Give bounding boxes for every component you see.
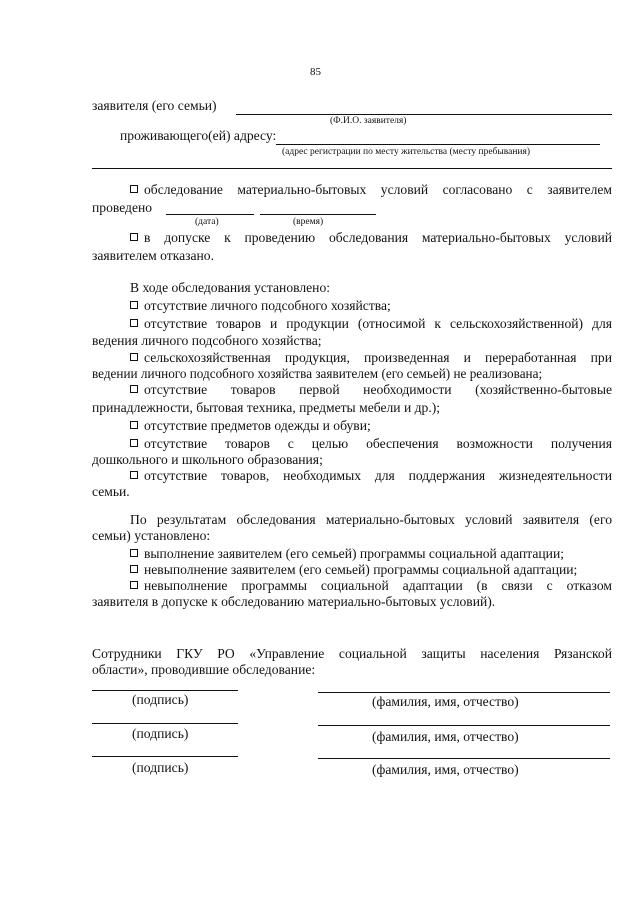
checkbox[interactable] [130, 233, 138, 241]
finding-item-cont: семьи. [92, 484, 130, 499]
name-line [318, 692, 610, 693]
result-item: невыполнение заявителем (его семьей) программы социальной адаптации; [130, 562, 577, 578]
finding-item: отсутствие товаров, необходимых для поддержания жизнедеятельности [130, 468, 612, 484]
staff-intro: Сотрудники ГКУ РО «Управление социальной защиты населения Рязанской [92, 646, 612, 661]
name-caption: (фамилия, имя, отчество) [372, 729, 519, 744]
date-caption: (дата) [195, 217, 219, 227]
checkbox[interactable] [130, 471, 138, 479]
signature-line [92, 723, 238, 724]
finding-item: отсутствие товаров с целью обеспечения возможности получения [130, 436, 612, 452]
finding-item-cont: ведения личного подсобного хозяйства; [92, 333, 322, 348]
finding-item: сельскохозяйственная продукция, произведенная и переработанная при [130, 350, 612, 366]
survey-agreed-line: обследование материально-бытовых условий согласовано с заявителем [130, 182, 612, 198]
checkbox[interactable] [130, 421, 138, 429]
finding-item-cont: принадлежности, бытовая техника, предметы мебели и др.); [92, 400, 441, 415]
date-line [166, 214, 254, 215]
time-line [260, 214, 376, 215]
name-caption: (фамилия, имя, отчество) [372, 762, 519, 777]
survey-refused-line-2: заявителем отказано. [92, 248, 215, 263]
checkbox[interactable] [130, 185, 138, 193]
checkbox[interactable] [130, 581, 138, 589]
checkbox[interactable] [130, 439, 138, 447]
time-caption: (время) [293, 217, 324, 227]
name-caption: (фамилия, имя, отчество) [372, 694, 519, 709]
finding-item-cont: дошкольного и школьного образования; [92, 452, 323, 467]
results-intro: По результатам обследования материально-бытовых условий заявителя (его [130, 512, 612, 527]
checkbox[interactable] [130, 319, 138, 327]
checkbox[interactable] [130, 301, 138, 309]
finding-item: отсутствие личного подсобного хозяйства; [130, 298, 391, 314]
staff-intro-cont: области», проводившие обследование: [92, 662, 316, 677]
page-number: 85 [310, 66, 321, 78]
signature-caption: (подпись) [132, 760, 189, 775]
finding-item: отсутствие товаров первой необходимости (хозяйственно-бытовые [130, 382, 612, 398]
checkbox[interactable] [130, 549, 138, 557]
applicant-name-line [236, 114, 612, 115]
finding-item-cont: ведении личного подсобного хозяйства заявителем (его семьей) не реализована; [92, 366, 543, 381]
address-label: проживающего(ей) адресу: [120, 128, 277, 143]
name-line [318, 758, 610, 759]
conducted-label: проведено [92, 200, 153, 215]
finding-item: отсутствие предметов одежды и обуви; [130, 418, 371, 434]
finding-item: отсутствие товаров и продукции (относимой к сельскохозяйственной) для [130, 316, 612, 332]
result-item: невыполнение программы социальной адаптации (в связи с отказом [130, 578, 612, 594]
name-line [318, 725, 610, 726]
checkbox[interactable] [130, 565, 138, 573]
result-item: выполнение заявителем (его семьей) программы социальной адаптации; [130, 546, 564, 562]
signature-caption: (подпись) [132, 726, 189, 741]
signature-line [92, 690, 238, 691]
fio-caption: (Ф.И.О. заявителя) [330, 116, 407, 126]
address-caption: (адрес регистрации по месту жительства (месту пребывания) [282, 147, 531, 157]
results-intro-cont: семьи) установлено: [92, 528, 211, 543]
signature-caption: (подпись) [132, 692, 189, 707]
checkbox[interactable] [130, 353, 138, 361]
address-line [276, 144, 600, 145]
applicant-label: заявителя (его семьи) [92, 98, 217, 113]
checkbox[interactable] [130, 385, 138, 393]
result-item-cont: заявителя в допуске к обследованию материально-бытовых условий). [92, 594, 496, 609]
survey-refused-line: в допуске к проведению обследования материально-бытовых условий [130, 230, 612, 246]
signature-line [92, 756, 238, 757]
address-line-2 [92, 168, 612, 169]
findings-heading: В ходе обследования установлено: [130, 280, 331, 295]
